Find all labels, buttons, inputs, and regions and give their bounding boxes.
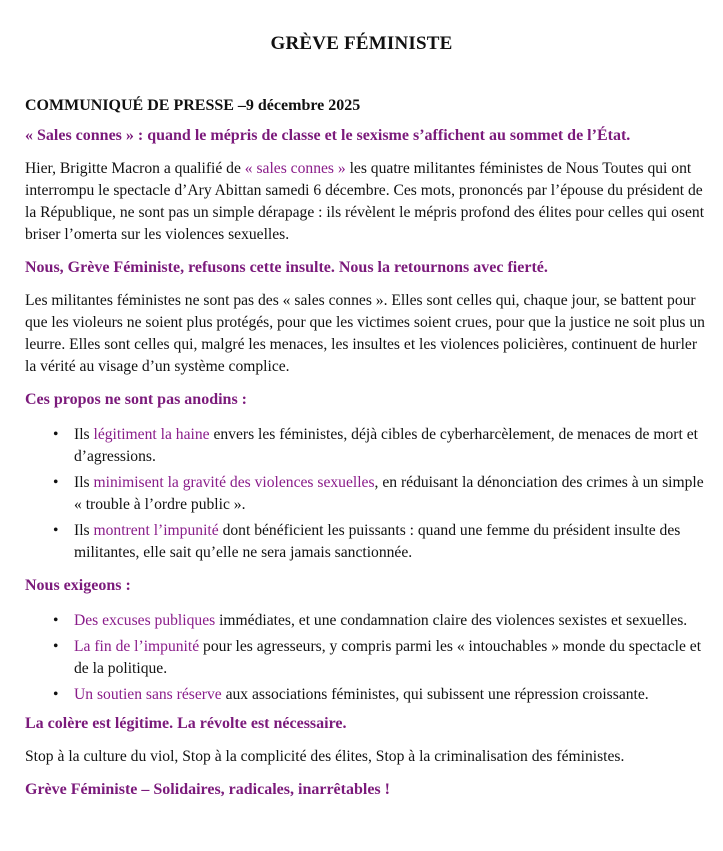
item-text: dont bénéficient les puissants : quand une femme du président insulte des militantes, elle sait qu’elle ne sera jamais sanctionnée. xyxy=(74,522,681,561)
intro-text-before: Hier, Brigitte Macron a qualifié de xyxy=(25,160,245,177)
list-item xyxy=(53,472,705,516)
item-highlight: Un soutien sans réserve xyxy=(74,686,222,703)
item-highlight: Des excuses publiques xyxy=(74,612,216,629)
item-text: immédiates, et une condamnation claire des violences sexistes et sexuelles. xyxy=(215,612,688,629)
item-highlight: La fin de l’impunité xyxy=(74,638,200,655)
item-lead: Ils xyxy=(74,474,94,491)
list-item xyxy=(53,520,705,564)
item-text: aux associations féministes, qui subissent une répression croissante. xyxy=(221,686,649,703)
bullet-icon: • xyxy=(53,612,59,629)
refusal-heading: Nous, Grève Féministe, refusons cette insulte. Nous la retournons avec fierté. xyxy=(25,259,548,276)
item-text: , en réduisant la dénonciation des crimes à un simple « trouble à l’ordre public ». xyxy=(74,474,704,513)
item-text: pour les agresseurs, y compris parmi les « intouchables » monde du spectacle et de la politique. xyxy=(74,638,702,677)
list-item xyxy=(53,636,705,680)
list-item xyxy=(53,684,705,706)
item-highlight: minimisent la gravité des violences sexuelles xyxy=(93,474,375,491)
propos-heading: Ces propos ne sont pas anodins : xyxy=(25,391,247,408)
intro-text-after: les quatre militantes féministes de Nous Toutes qui ont interrompu le spectacle d’Ary Abittan samedi 6 décembre. Ces mots, prononcés par l’épouse du président de la République, ne sont pas un simple dérapage : ils révèlent le mépris profond des élites pour celles qui osent briser l’omerta sur les violences sexuelles. xyxy=(25,160,705,243)
list-item xyxy=(53,610,705,632)
demands-list xyxy=(25,610,705,706)
headline: « Sales connes » : quand le mépris de classe et le sexisme s’affichent au sommet de l’État. xyxy=(25,127,631,144)
intro-paragraph xyxy=(25,158,705,246)
bullet-icon: • xyxy=(53,426,59,443)
document-body xyxy=(25,96,705,800)
bullet-icon: • xyxy=(53,686,59,703)
signature: Grève Féministe – Solidaires, radicales, inarrêtables ! xyxy=(25,781,390,798)
propos-list xyxy=(25,424,705,564)
bullet-icon: • xyxy=(53,522,59,539)
item-highlight: légitiment la haine xyxy=(93,426,210,443)
bullet-icon: • xyxy=(53,474,59,491)
demands-heading: Nous exigeons : xyxy=(25,577,131,594)
item-lead: Ils xyxy=(74,426,94,443)
stop-line: Stop à la culture du viol, Stop à la complicité des élites, Stop à la criminalisation des féministes. xyxy=(25,748,625,765)
communique-date-line: COMMUNIQUÉ DE PRESSE –9 décembre 2025 xyxy=(25,97,361,114)
item-text: envers les féministes, déjà cibles de cyberharcèlement, de menaces de mort et d’agressions. xyxy=(74,426,698,465)
militants-paragraph: Les militantes féministes ne sont pas des « sales connes ». Elles sont celles qui, chaque jour, se battent pour que les violeurs ne soient plus protégés, pour que les victimes soient crues, pour que la justice ne soit plus un leurre. Elles sont celles qui, malgré les menaces, les insultes et les violences policières, continuent de hurler la vérité au visage d’un système complice. xyxy=(25,292,705,375)
intro-highlight: « sales connes » xyxy=(244,160,346,177)
anger-heading: La colère est légitime. La révolte est nécessaire. xyxy=(25,715,347,732)
item-lead: Ils xyxy=(74,522,94,539)
item-highlight: montrent l’impunité xyxy=(93,522,219,539)
list-item xyxy=(53,424,705,468)
document-title: GRÈVE FÉMINISTE xyxy=(270,33,453,54)
bullet-icon: • xyxy=(53,638,59,655)
